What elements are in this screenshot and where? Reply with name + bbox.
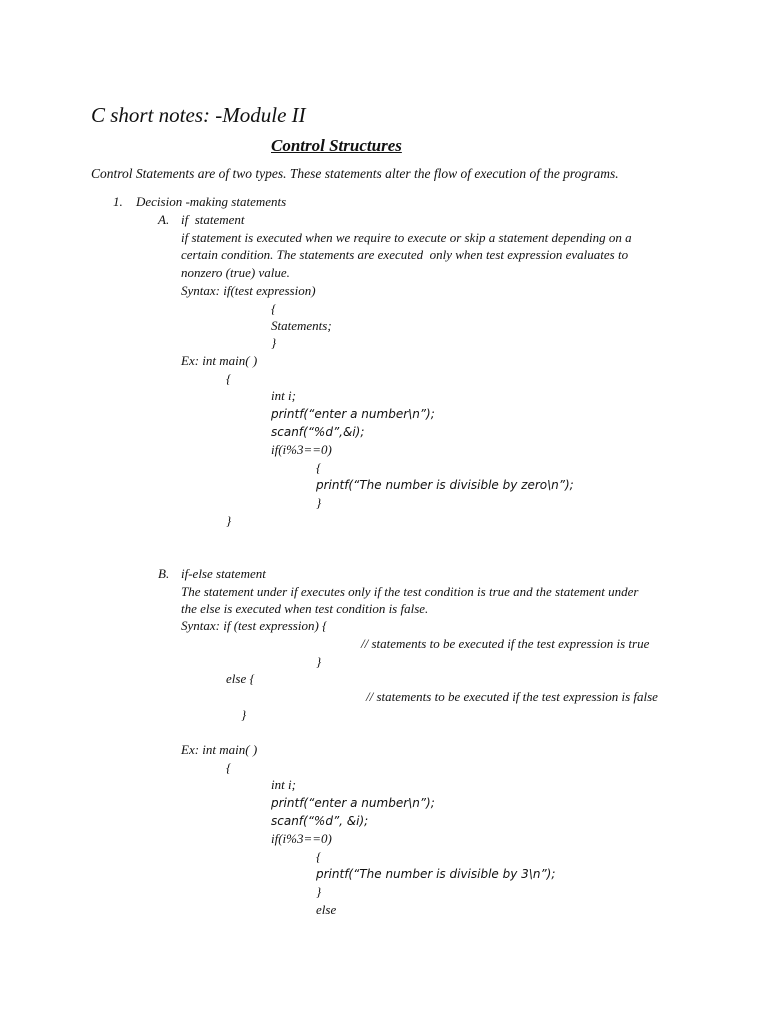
if-syntax-open-brace: { <box>271 301 277 316</box>
if-syntax-body: Statements; <box>271 318 332 333</box>
if-code-line: int i; <box>271 388 296 403</box>
if-example-close-brace: } <box>226 513 232 528</box>
if-else-inner-printf: printf(“The number is divisible by 3\n”); <box>316 867 556 881</box>
if-else-code-line: printf(“enter a number\n”); <box>271 796 435 810</box>
if-desc-line: nonzero (true) value. <box>181 265 290 280</box>
if-else-close-brace: } <box>316 654 322 669</box>
else-keyword: else <box>316 902 337 917</box>
if-inner-close-brace: } <box>316 495 322 510</box>
list-number-1: 1. <box>113 194 123 209</box>
sublist-label-if-else: if-else statement <box>181 566 266 581</box>
if-else-desc-line: the else is executed when test condition is false. <box>181 601 429 616</box>
if-desc-line: certain condition. The statements are executed only when test expression evaluates to <box>181 247 629 262</box>
if-else-comment-true: // statements to be executed if the test expression is true <box>361 636 650 651</box>
section-heading: Control Structures <box>271 136 402 155</box>
list-item-label: Decision -making statements <box>136 194 287 209</box>
document-title: C short notes: -Module II <box>91 103 306 127</box>
sublist-label-if: if statement <box>181 212 245 227</box>
else-line: else { <box>226 671 255 686</box>
if-else-code-line: int i; <box>271 777 296 792</box>
if-code-line: printf(“enter a number\n”); <box>271 407 435 421</box>
if-inner-open-brace: { <box>316 460 322 475</box>
if-else-desc-line: The statement under if executes only if the test condition is true and the statement under <box>181 584 639 599</box>
if-else-example-line: Ex: int main( ) <box>181 742 258 757</box>
if-else-code-line: if(i%3==0) <box>271 831 332 846</box>
if-else-inner-open-brace: { <box>316 849 322 864</box>
if-desc-line: if statement is executed when we require to execute or skip a statement depending on a <box>181 230 632 245</box>
if-syntax-line: Syntax: if(test expression) <box>181 283 316 298</box>
if-else-code-line: scanf(“%d”, &i); <box>271 814 369 828</box>
if-else-inner-close-brace: } <box>316 884 322 899</box>
if-example-line: Ex: int main( ) <box>181 353 258 368</box>
if-else-comment-false: // statements to be executed if the test expression is false <box>366 689 658 704</box>
sublist-letter-a: A. <box>158 212 170 227</box>
if-else-syntax-line: Syntax: if (test expression) { <box>181 618 328 633</box>
if-inner-printf: printf(“The number is divisible by zero\n”); <box>316 478 574 492</box>
else-close-brace: } <box>241 707 247 722</box>
if-else-example-open-brace: { <box>226 760 232 775</box>
if-code-line: scanf(“%d”,&i); <box>271 425 365 439</box>
if-syntax-close-brace: } <box>271 335 277 350</box>
if-example-open-brace: { <box>226 371 232 386</box>
intro-paragraph: Control Statements are of two types. These statements alter the flow of execution of the programs. <box>91 166 619 181</box>
sublist-letter-b: B. <box>158 566 170 581</box>
if-code-line: if(i%3==0) <box>271 442 332 457</box>
